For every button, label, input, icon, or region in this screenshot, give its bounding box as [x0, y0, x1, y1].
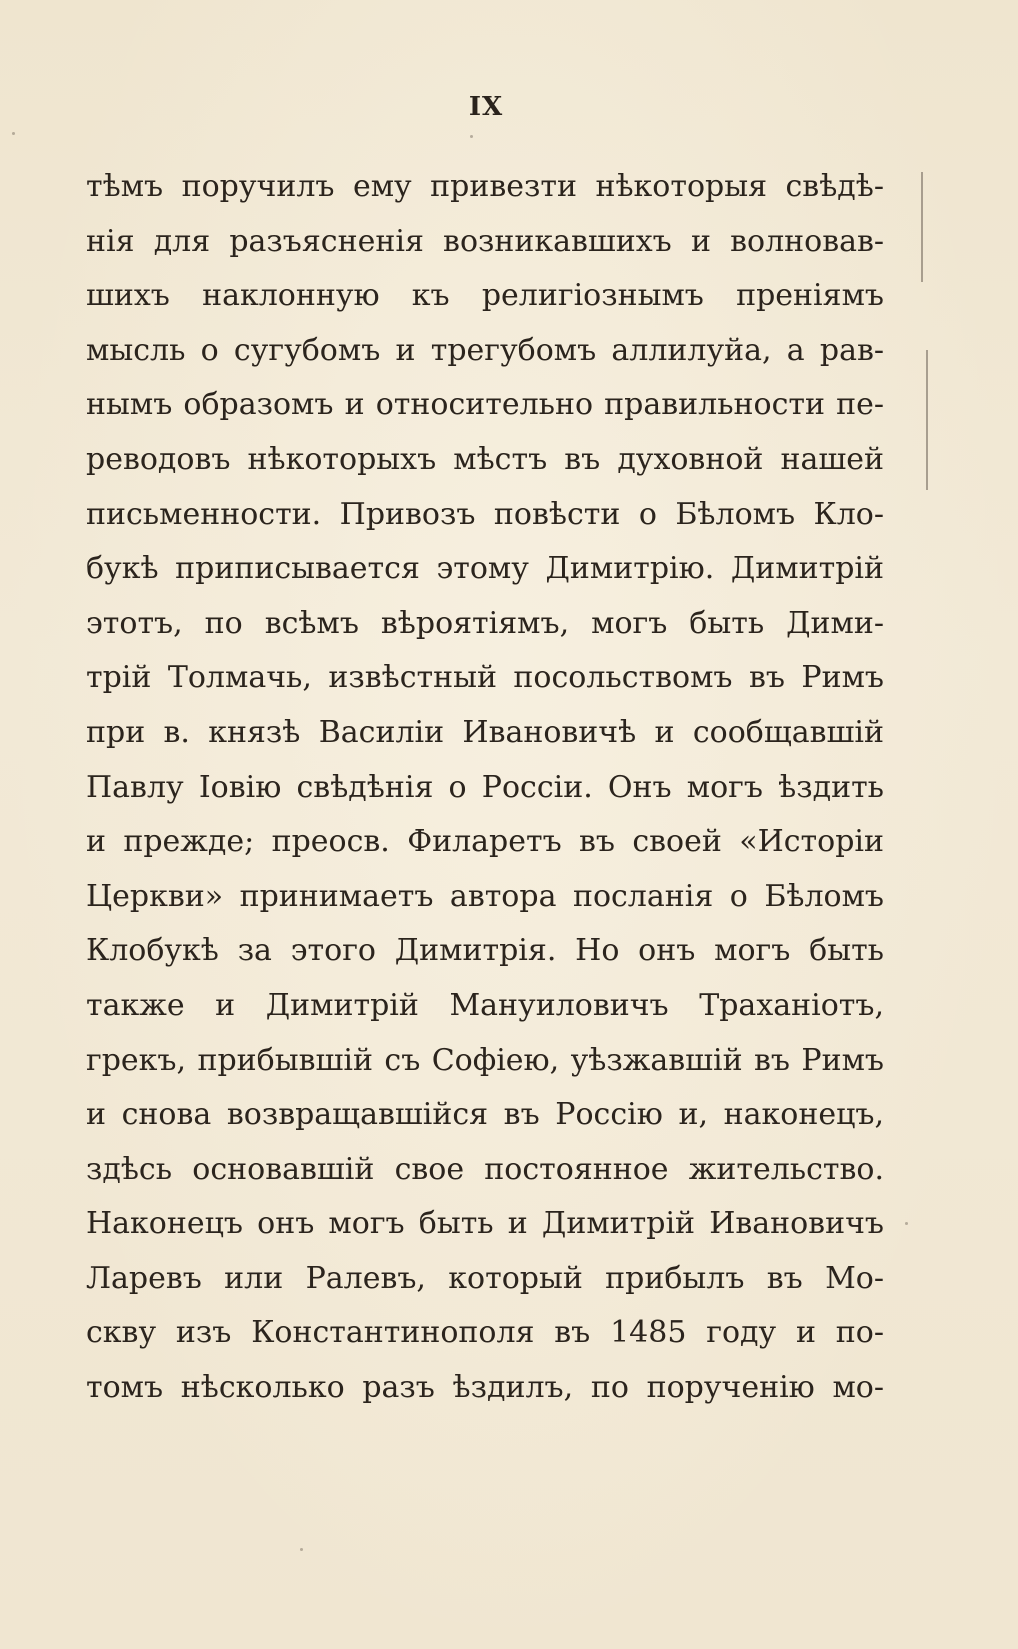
text-line: нія для разъясненія возникавшихъ и волновав- — [86, 223, 884, 259]
text-line: Церкви» принимаетъ автора посланія о Бѣломъ — [86, 878, 884, 914]
text-line: Наконецъ онъ могъ быть и Димитрій Ивановичъ — [86, 1206, 884, 1242]
text-line: и прежде; преосв. Филаретъ въ своей «Исторіи — [86, 824, 884, 860]
scan-speck — [300, 1548, 303, 1551]
text-line: и снова возвращавшійся въ Россію и, наконецъ, — [86, 1097, 884, 1133]
text-line: письменности. Привозъ повѣсти о Бѣломъ Кло- — [86, 496, 884, 532]
scan-speck — [470, 135, 473, 138]
body-text — [86, 160, 884, 1416]
text-line: также и Димитрій Мануиловичъ Траханіотъ, — [86, 987, 884, 1023]
text-line: Павлу Іовію свѣдѣнія о Россіи. Онъ могъ ѣздить — [86, 769, 884, 805]
text-line: здѣсь основавшій свое постоянное жительство. — [86, 1151, 884, 1187]
text-line: грекъ, прибывшій съ Софіею, уѣзжавшій въ Римъ — [86, 1042, 884, 1078]
scan-speck — [905, 1222, 908, 1225]
text-line: мысль о сугубомъ и трегубомъ аллилуйа, а рав- — [86, 332, 884, 368]
text-line: букѣ приписывается этому Димитрію. Димитрій — [86, 551, 884, 587]
text-line: томъ нѣсколько разъ ѣздилъ, по порученію мо- — [86, 1370, 884, 1406]
text-line: Клобукѣ за этого Димитрія. Но онъ могъ быть — [86, 933, 884, 969]
text-line: этотъ, по всѣмъ вѣроятіямъ, могъ быть Дими- — [86, 605, 884, 641]
text-line: нымъ образомъ и относительно правильности пе- — [86, 387, 884, 423]
scan-speck — [12, 132, 15, 135]
margin-mark — [921, 172, 923, 282]
text-line: трій Толмачь, извѣстный посольствомъ въ Римъ — [86, 660, 884, 696]
text-line: скву изъ Константинополя въ 1485 году и по- — [86, 1315, 884, 1351]
text-line: при в. князѣ Василіи Ивановичѣ и сообщавшій — [86, 714, 884, 750]
text-line: тѣмъ поручилъ ему привезти нѣкоторыя свѣдѣ- — [86, 169, 884, 204]
text-line: шихъ наклонную къ религіознымъ преніямъ — [86, 278, 884, 314]
text-line: Ларевъ или Ралевъ, который прибылъ въ Мо- — [86, 1260, 884, 1296]
page-number: IX — [468, 92, 504, 122]
text-line: реводовъ нѣкоторыхъ мѣстъ въ духовной нашей — [86, 441, 884, 477]
margin-mark — [926, 350, 928, 490]
